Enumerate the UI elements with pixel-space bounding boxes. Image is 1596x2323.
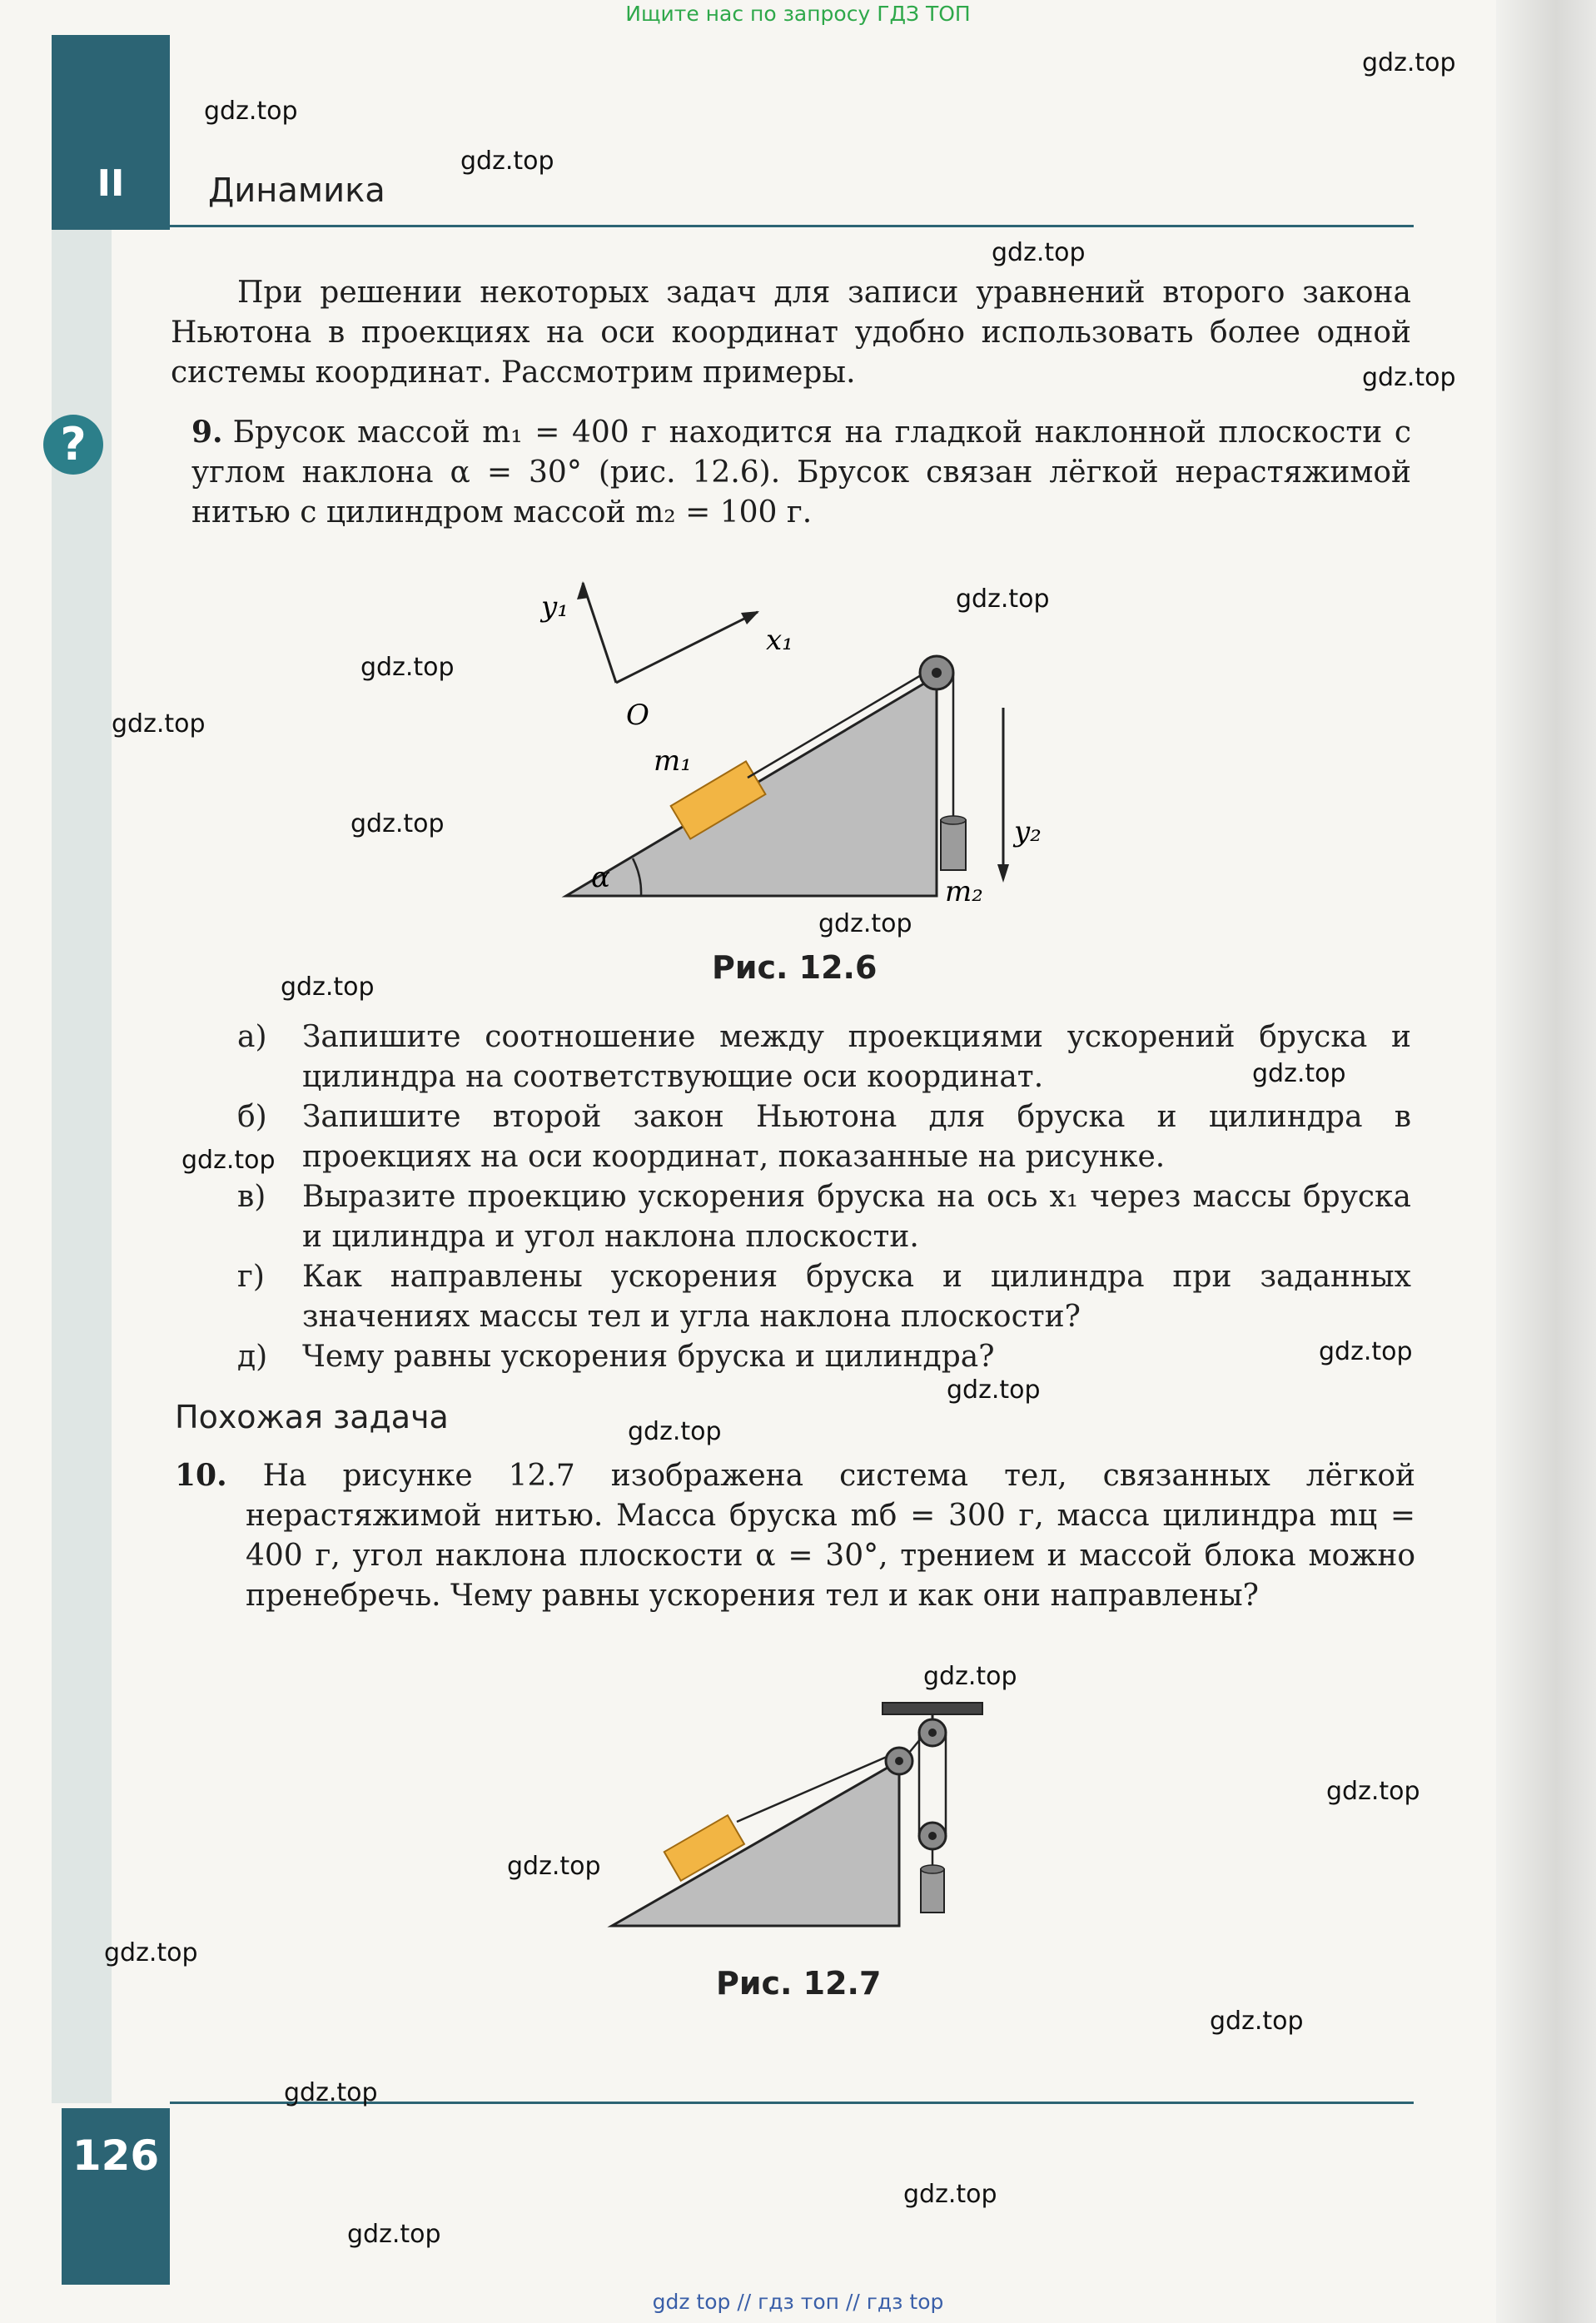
label-alpha: α [591, 861, 610, 894]
question-letter: в) [237, 1180, 266, 1214]
chapter-numeral: II [97, 162, 125, 205]
task-9-number: 9. [191, 415, 223, 450]
watermark: gdz.top [104, 1938, 198, 1967]
task-10-text: На рисунке 12.7 изображена система тел, связанных лёгкой нерастяжимой нитью. Масса бруска mб = 300 г, масса цилиндра mц = 400 г, угол наклона плоскости α = 30°, трением и массой блока можно пренебречь. Чему равны ускорения тел и как они направлены? [246, 1459, 1415, 1613]
question-letter: б) [237, 1100, 267, 1134]
watermark: gdz.top [351, 809, 445, 838]
label-m1: m₁ [654, 744, 692, 778]
watermark: gdz.top [923, 1662, 1017, 1691]
watermark: gdz.top [947, 1375, 1041, 1405]
watermark: gdz.top [281, 972, 375, 1002]
watermark: gdz.top [818, 909, 912, 938]
question-item [237, 1177, 1411, 1257]
cylinder-top [921, 1865, 944, 1873]
x1-axis [616, 612, 758, 683]
watermark: gdz.top [628, 1417, 722, 1446]
watermark: gdz.top [360, 653, 455, 682]
question-icon: ? [43, 415, 103, 475]
chapter-title: Динамика [208, 172, 385, 210]
y2-arrow-icon [997, 864, 1009, 883]
watermark: gdz.top [460, 147, 554, 176]
watermark: gdz.top [992, 238, 1086, 267]
question-item [237, 1097, 1411, 1177]
watermark: gdz.top [1319, 1337, 1413, 1366]
intro-paragraph: При решении некоторых задач для записи уравнений второго закона Ньютона в проекциях на оси координат удобно использовать более одной системы координат. Рассмотрим примеры. [171, 276, 1411, 390]
watermark: gdz.top [1252, 1059, 1346, 1088]
cylinder-mc [921, 1869, 944, 1913]
question-text: Запишите соотношение между проекциями ускорений бруска и цилиндра на соответствующие оси координат. [302, 1020, 1411, 1094]
question-text: Как направлены ускорения бруска и цилиндра при заданных значениях массы тел и угла наклона плоскости? [302, 1260, 1411, 1334]
label-x1: x₁ [766, 624, 793, 657]
question-item [237, 1257, 1411, 1337]
pulley-axle [895, 1757, 903, 1765]
label-origin: O [626, 699, 649, 732]
cylinder-top [941, 816, 966, 824]
watermark: gdz.top [204, 97, 298, 126]
similar-task-heading: Похожая задача [175, 1399, 449, 1435]
watermark: gdz.top [347, 2220, 441, 2249]
pulley-axle [932, 668, 942, 678]
watermark: gdz.top [1326, 1777, 1420, 1806]
watermark: gdz.top [112, 709, 206, 739]
question-item [237, 1017, 1411, 1097]
cylinder-m2 [941, 820, 966, 870]
label-m2: m₂ [945, 875, 983, 908]
task-9 [191, 412, 1411, 533]
watermark: gdz.top [1210, 2007, 1304, 2036]
question-text: Запишите второй закон Ньютона для бруска и цилиндра в проекциях на оси координат, показанные на рисунке. [302, 1100, 1411, 1174]
figure-12-7-caption: Рис. 12.7 [716, 1965, 882, 2002]
question-letter: г) [237, 1260, 265, 1294]
question-text: Выразите проекцию ускорения бруска на ось x₁ через массы бруска и цилиндра и угол наклона плоскости. [302, 1180, 1411, 1254]
x1-arrow-icon [741, 611, 759, 624]
top-search-note[interactable]: Ищите нас по запросу ГДЗ ТОП [625, 2, 971, 26]
task-10 [175, 1455, 1415, 1616]
y1-arrow-icon [577, 581, 589, 599]
label-y1: y₁ [541, 590, 569, 624]
watermark: gdz.top [507, 1852, 601, 1881]
label-y2: y₂ [1014, 815, 1042, 848]
question-letter: а) [237, 1020, 267, 1054]
page-number: 126 [72, 2131, 160, 2180]
pulley-axle [928, 1832, 937, 1840]
task-9-questions [237, 1017, 1411, 1377]
watermark: gdz.top [903, 2180, 997, 2209]
question-text: Чему равны ускорения бруска и цилиндра? [302, 1340, 995, 1374]
watermark: gdz.top [1362, 363, 1456, 392]
watermark: gdz.top [956, 584, 1050, 614]
pulley-axle [928, 1729, 937, 1737]
task-10-number: 10. [175, 1458, 227, 1493]
figure-12-6-caption: Рис. 12.6 [712, 949, 878, 986]
watermark: gdz.top [181, 1146, 276, 1175]
task-9-text: Брусок массой m₁ = 400 г находится на гладкой наклонной плоскости с углом наклона α = 30° (рис. 12.6). Брусок связан лёгкой нерастяжимой нитью с цилиндром массой m₂ = 100 г. [191, 415, 1411, 530]
question-item [237, 1337, 1411, 1377]
ceiling-mount [883, 1703, 982, 1714]
watermark: gdz.top [284, 2078, 378, 2107]
book-spine-shadow [1496, 0, 1596, 2323]
figure-12-7 [599, 1686, 999, 1944]
header-rule [170, 225, 1414, 227]
side-band [52, 230, 112, 2103]
question-letter: д) [237, 1340, 268, 1374]
bottom-links-note[interactable]: gdz top // гдз топ // гдз top [652, 2290, 944, 2314]
inclined-plane-2 [612, 1761, 899, 1926]
watermark: gdz.top [1362, 48, 1456, 77]
figure-12-6 [533, 566, 1049, 916]
